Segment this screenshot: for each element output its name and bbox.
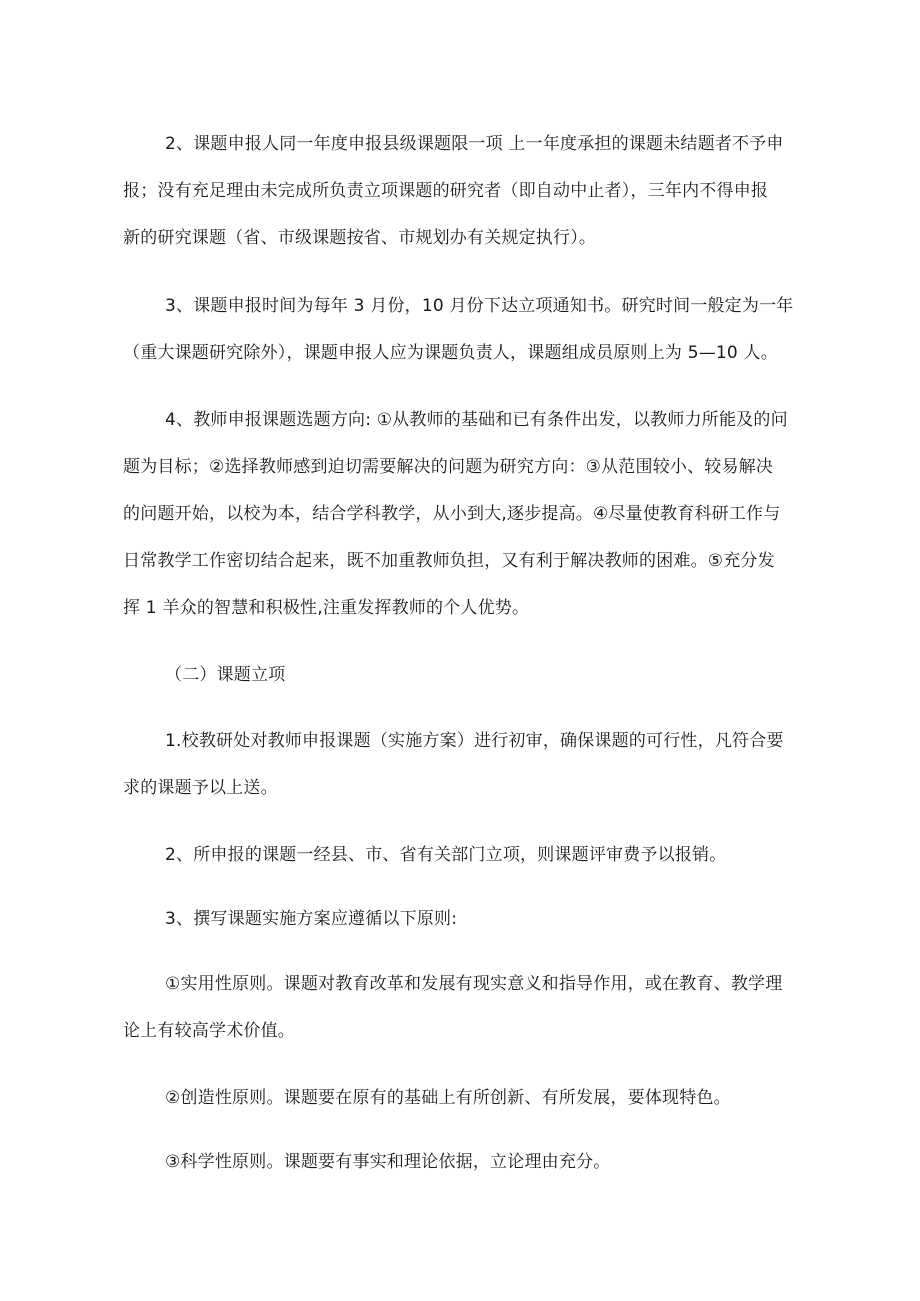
text-line: 报；没有充足理由未完成所负责立项课题的研究者（即自动中止者），三年内不得申报: [123, 181, 769, 201]
section-heading: [165, 652, 795, 699]
text-line: 论上有较高学术价值。: [123, 1021, 295, 1041]
text-line: 求的课题予以上送。: [123, 778, 278, 798]
paragraph-initial-review: [123, 718, 795, 812]
text-line: （重大课题研究除外），课题申报人应为课题负责人，课题组成员原则上为 5—10 人。: [123, 343, 778, 363]
heading-text: （二）课题立项: [165, 665, 286, 685]
paragraph-principle-creative: [165, 1075, 795, 1122]
paragraph-application-time: [123, 283, 795, 377]
text-line: 2、课题申报人同一年度申报县级课题限一项 上一年度承担的课题未结题者不予申: [165, 134, 784, 154]
text-line: 3、撰写课题实施方案应遵循以下原则:: [165, 909, 458, 929]
paragraph-principles-intro: [165, 896, 795, 943]
text-line: 挥 1 羊众的智慧和积极性,注重发挥教师的个人优势。: [123, 598, 530, 618]
text-line: 4、教师申报课题选题方向: ①从教师的基础和已有条件出发，以教师力所能及的问: [165, 410, 788, 430]
text-line: 日常教学工作密切结合起来，既不加重教师负担，又有利于解决教师的困难。⑤充分发: [123, 551, 775, 571]
text-line: 题为目标；②选择教师感到迫切需要解决的问题为研究方向：③从范围较小、较易解决: [123, 457, 774, 477]
text-line: 2、所申报的课题一经县、市、省有关部门立项，则课题评审费予以报销。: [165, 845, 727, 865]
text-line: 新的研究课题（省、市级课题按省、市规划办有关规定执行）。: [123, 228, 597, 248]
text-line: 3、课题申报时间为每年 3 月份，10 月份下达立项通知书。研究时间一般定为一年: [165, 296, 794, 316]
text-line: 的问题开始，以校为本，结合学科教学，从小到大,逐步提高。④尽量使教育科研工作与: [123, 504, 781, 524]
paragraph-principle-practical: [123, 961, 795, 1055]
text-line: 1.校教研处对教师申报课题（实施方案）进行初审，确保课题的可行性，凡符合要: [165, 731, 784, 751]
text-line: ②创造性原则。课题要在原有的基础上有所创新、有所发展，要体现特色。: [165, 1088, 731, 1108]
text-line: ①实用性原则。课题对教育改革和发展有现实意义和指导作用，或在教育、教学理: [165, 974, 783, 994]
paragraph-topic-direction: [123, 397, 795, 632]
paragraph-application-limit: [123, 121, 795, 262]
paragraph-review-fee: [165, 832, 795, 879]
text-line: ③科学性原则。课题要有事实和理论依据，立论理由充分。: [165, 1152, 611, 1172]
paragraph-principle-scientific: [165, 1139, 795, 1186]
